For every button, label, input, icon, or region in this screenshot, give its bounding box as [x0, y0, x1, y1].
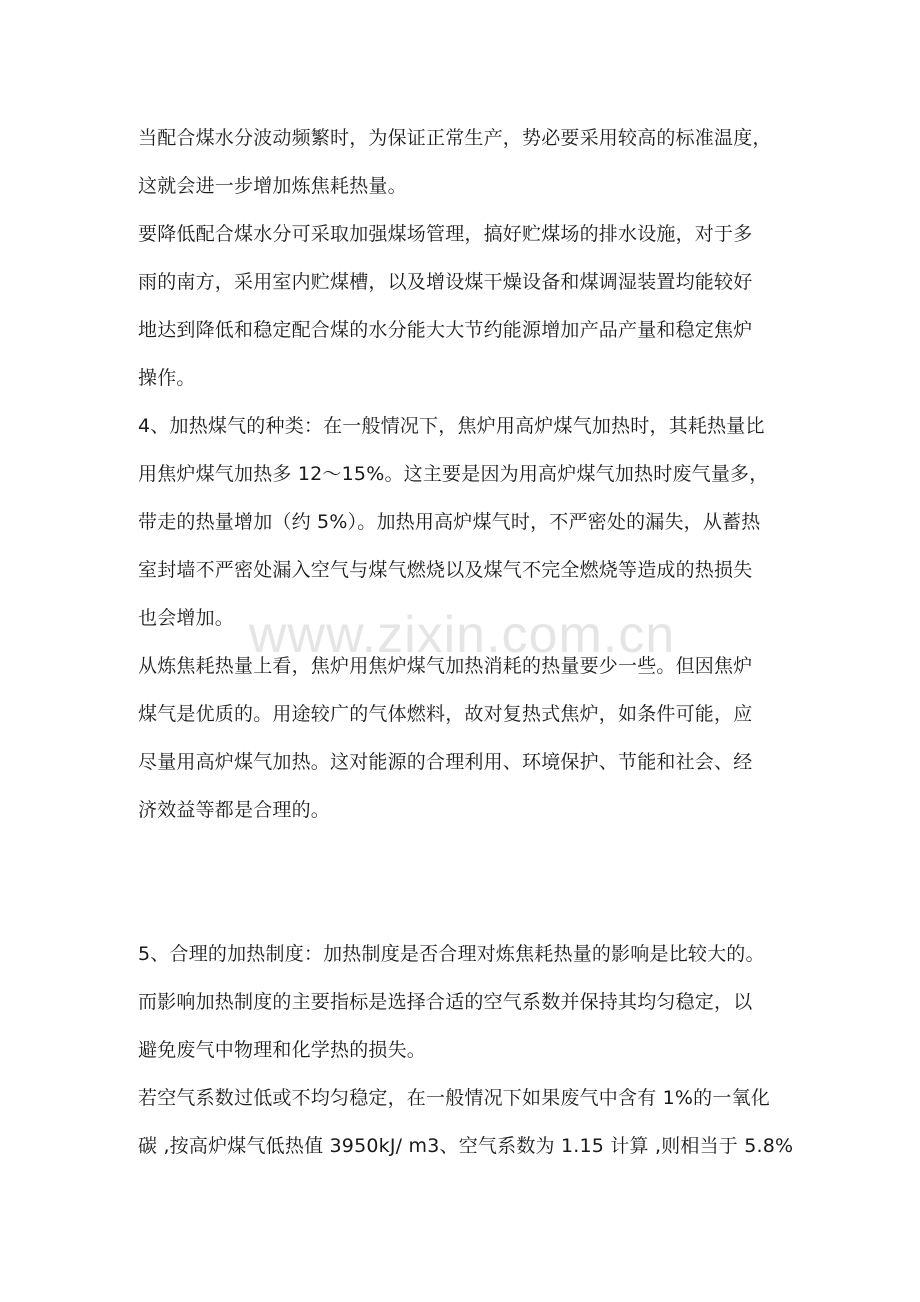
text-line: 4、加热煤气的种类：在一般情况下，焦炉用高炉煤气加热时，其耗热量比	[138, 415, 765, 437]
paragraph-heat-consumption-comparison	[138, 642, 798, 834]
text-line: 避免废气中物理和化学热的损失。	[138, 1039, 427, 1061]
text-line: 操作。	[138, 367, 196, 389]
text-line: 碳 ,按高炉煤气低热值 3950kJ/ m3、空气系数为 1.15 计算 ,则相当于 5.8%	[138, 1135, 794, 1157]
text-line: 室封墙不严密处漏入空气与煤气燃烧以及煤气不完全燃烧等造成的热损失	[138, 559, 753, 581]
text-line: 这就会进一步增加炼焦耗热量。	[138, 175, 407, 197]
text-line: 要降低配合煤水分可采取加强煤场管理，搞好贮煤场的排水设施，对于多	[138, 223, 753, 245]
paragraph-coal-moisture-fluctuation	[138, 114, 798, 210]
text-line: 也会增加。	[138, 607, 235, 629]
text-line: 济效益等都是合理的。	[138, 799, 331, 821]
text-line: 用焦炉煤气加热多 12～15%。这主要是因为用高炉煤气加热时废气量多，	[138, 463, 769, 485]
text-line: 若空气系数过低或不均匀稳定，在一般情况下如果废气中含有 1%的一氧化	[138, 1087, 770, 1109]
text-line: 从炼焦耗热量上看，焦炉用焦炉煤气加热消耗的热量要少一些。但因焦炉	[138, 655, 753, 677]
text-line: 当配合煤水分波动频繁时，为保证正常生产，势必要采用较高的标准温度，	[138, 127, 772, 149]
text-line: 5、合理的加热制度：加热制度是否合理对炼焦耗热量的影响是比较大的。	[138, 943, 765, 965]
watermark-text: www.zixin.com.cn	[248, 606, 676, 664]
paragraph-air-coefficient	[138, 1074, 798, 1170]
paragraph-heating-regime	[138, 930, 798, 1074]
text-line: 而影响加热制度的主要指标是选择合适的空气系数并保持其均匀稳定，以	[138, 991, 753, 1013]
paragraph-reduce-moisture	[138, 210, 798, 402]
text-line: 煤气是优质的。用途较广的气体燃料，故对复热式焦炉，如条件可能，应	[138, 703, 753, 725]
paragraph-heating-gas-type	[138, 402, 798, 642]
text-line: 雨的南方，采用室内贮煤槽，以及增设煤干燥设备和煤调湿装置均能较好	[138, 271, 753, 293]
text-line: 尽量用高炉煤气加热。这对能源的合理利用、环境保护、节能和社会、经	[138, 751, 753, 773]
text-line: 带走的热量增加（约 5%）。加热用高炉煤气时，不严密处的漏失，从蓄热	[138, 511, 761, 533]
text-line: 地达到降低和稳定配合煤的水分能大大节约能源增加产品产量和稳定焦炉	[138, 319, 753, 341]
